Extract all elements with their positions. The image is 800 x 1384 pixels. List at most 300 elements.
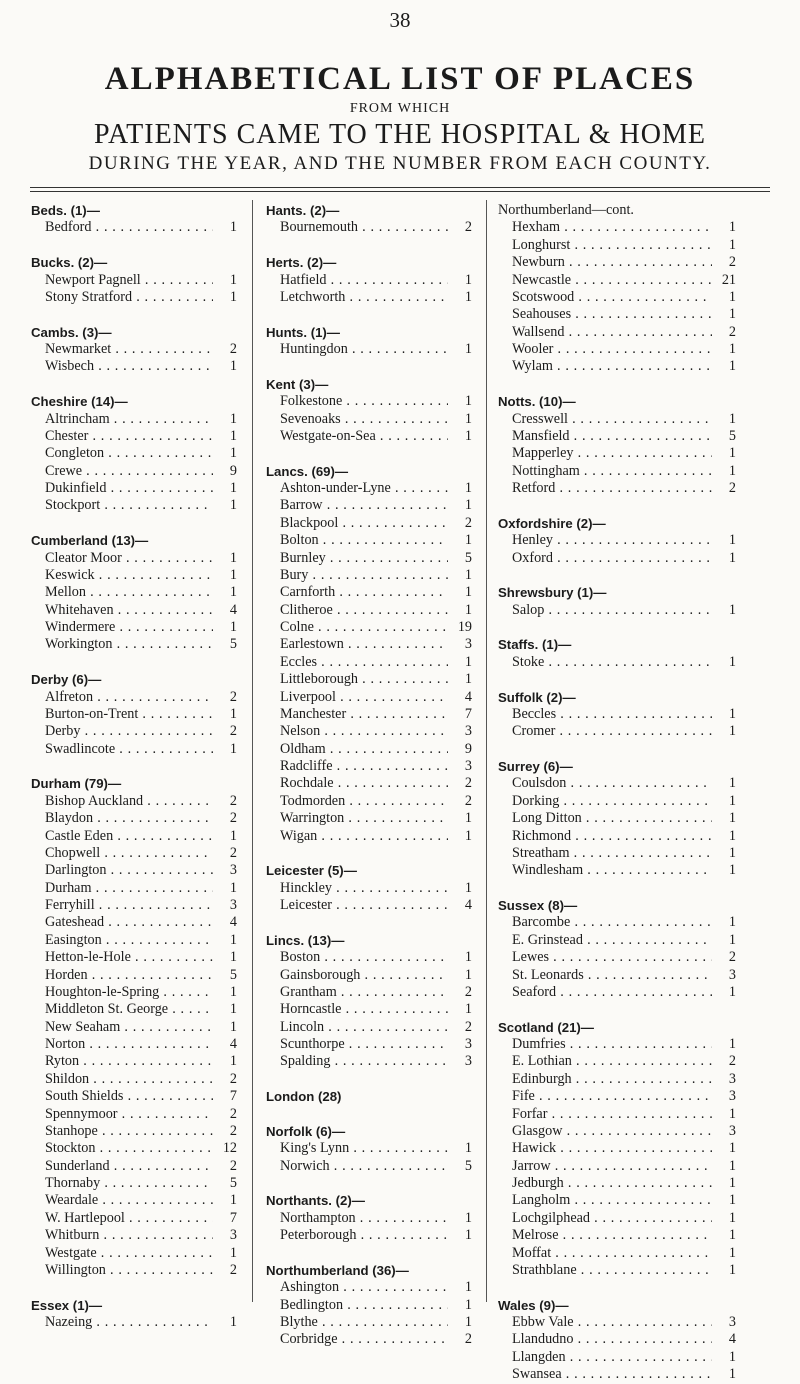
patient-count: 1 <box>213 358 237 375</box>
patient-count: 1 <box>448 654 472 671</box>
patient-count: 1 <box>213 880 237 897</box>
place-name: Jedburgh . . . <box>498 1175 736 1192</box>
patient-count: 2 <box>448 1331 472 1348</box>
place-name: Cresswell . . . <box>498 411 736 428</box>
place-name: Bournemouth . . . <box>266 219 472 236</box>
place-name: Seaford . . . <box>498 984 736 1001</box>
place-row <box>498 1036 736 1053</box>
place-name: Clitheroe . . . <box>266 602 472 619</box>
patient-count: 3 <box>712 1088 736 1105</box>
place-row <box>498 237 736 254</box>
patient-count: 1 <box>712 723 736 740</box>
patient-count: 1 <box>448 341 472 358</box>
place-name: Folkestone . . . <box>266 393 472 410</box>
patient-count: 5 <box>213 636 237 653</box>
place-row <box>31 1227 237 1244</box>
patient-count: 3 <box>213 1227 237 1244</box>
patient-count: 1 <box>448 567 472 584</box>
patient-count: 1 <box>712 1158 736 1175</box>
place-row <box>498 1227 736 1244</box>
place-name: Altrincham . . . <box>31 411 237 428</box>
place-row <box>498 1053 736 1070</box>
place-row <box>266 428 472 445</box>
patient-count: 1 <box>712 1245 736 1262</box>
place-row <box>498 1314 736 1331</box>
spacer <box>498 567 736 584</box>
patient-count: 12 <box>213 1140 237 1157</box>
place-row <box>266 567 472 584</box>
place-name: Burnley . . . <box>266 550 472 567</box>
place-row <box>498 914 736 931</box>
spacer <box>266 914 472 931</box>
place-row <box>498 793 736 810</box>
place-row <box>31 793 237 810</box>
place-name: Chester . . . <box>31 428 237 445</box>
place-name: Oldham . . . <box>266 741 472 758</box>
place-name: Lewes . . . <box>498 949 736 966</box>
patient-count: 2 <box>213 1123 237 1140</box>
patient-count: 1 <box>448 428 472 445</box>
county-heading: Wales (9)— <box>498 1297 569 1313</box>
patient-count: 7 <box>448 706 472 723</box>
place-row <box>498 272 736 289</box>
place-name: Leicester . . . <box>266 897 472 914</box>
place-name: Todmorden . . . <box>266 793 472 810</box>
spacer <box>31 306 237 323</box>
place-row <box>31 480 237 497</box>
place-row <box>31 984 237 1001</box>
place-name: Norwich . . . <box>266 1158 472 1175</box>
patient-count: 1 <box>213 497 237 514</box>
patient-count: 3 <box>448 1036 472 1053</box>
place-row <box>266 1019 472 1036</box>
place-name: Beccles . . . <box>498 706 736 723</box>
patient-count: 1 <box>448 584 472 601</box>
place-row <box>266 654 472 671</box>
place-row <box>266 272 472 289</box>
place-name: Sevenoaks . . . <box>266 411 472 428</box>
county-heading: Cambs. (3)— <box>31 324 112 340</box>
place-row <box>31 1210 237 1227</box>
place-name: W. Hartlepool . . . <box>31 1210 237 1227</box>
patient-count: 1 <box>213 949 237 966</box>
spacer <box>498 376 736 393</box>
place-name: Littleborough . . . <box>266 671 472 688</box>
place-row <box>266 515 472 532</box>
place-name: Congleton . . . <box>31 445 237 462</box>
place-name: Warrington . . . <box>266 810 472 827</box>
place-row <box>266 828 472 845</box>
county-heading: Hants. (2)— <box>266 203 340 218</box>
patient-count: 1 <box>712 306 736 323</box>
patient-count: 1 <box>712 463 736 480</box>
patient-count: 1 <box>712 445 736 462</box>
patient-count: 1 <box>712 1262 736 1279</box>
place-row <box>498 1123 736 1140</box>
county-heading: Norfolk (6)— <box>266 1123 346 1139</box>
place-row <box>266 1001 472 1018</box>
place-row <box>498 219 736 236</box>
place-name: Bury . . . <box>266 567 472 584</box>
patient-count: 1 <box>712 1227 736 1244</box>
top-rule-thin <box>30 191 770 192</box>
county-heading: Surrey (6)— <box>498 759 573 774</box>
patient-count: 1 <box>213 1019 237 1036</box>
place-row <box>498 932 736 949</box>
place-row <box>498 602 736 619</box>
place-row <box>498 949 736 966</box>
place-name: Boston . . . <box>266 949 472 966</box>
patient-count: 2 <box>448 775 472 792</box>
patient-count: 1 <box>448 602 472 619</box>
patient-count: 1 <box>448 272 472 289</box>
place-name: Derby . . . <box>31 723 237 740</box>
place-name: Eccles . . . <box>266 654 472 671</box>
place-name: Crewe . . . <box>31 463 237 480</box>
place-row <box>266 480 472 497</box>
patient-count: 5 <box>448 550 472 567</box>
spacer <box>31 1279 237 1296</box>
place-row <box>498 723 736 740</box>
place-row <box>266 619 472 636</box>
spacer <box>498 671 736 688</box>
place-name: Newport Pagnell . . . <box>31 272 237 289</box>
place-row <box>266 1053 472 1070</box>
patient-count: 4 <box>712 1331 736 1348</box>
county-heading: Sussex (8)— <box>498 898 578 913</box>
place-row <box>31 689 237 706</box>
patient-count: 7 <box>213 1088 237 1105</box>
patient-count: 1 <box>448 1140 472 1157</box>
patient-count: 1 <box>213 480 237 497</box>
place-row <box>266 1140 472 1157</box>
patient-count: 1 <box>448 1279 472 1296</box>
place-row <box>266 341 472 358</box>
place-row <box>498 845 736 862</box>
place-name: Glasgow . . . <box>498 1123 736 1140</box>
patient-count: 2 <box>448 793 472 810</box>
patient-count: 5 <box>213 1175 237 1192</box>
spacer <box>498 497 736 514</box>
place-name: Stockport . . . <box>31 497 237 514</box>
place-row <box>31 550 237 567</box>
place-row <box>498 306 736 323</box>
place-row <box>266 1314 472 1331</box>
column-divider <box>486 200 487 1302</box>
place-row <box>266 1210 472 1227</box>
place-name: Letchworth . . . <box>266 289 472 306</box>
place-row <box>31 967 237 984</box>
place-row <box>266 967 472 984</box>
place-name: Ebbw Vale . . . <box>498 1314 736 1331</box>
county-heading: Herts. (2)— <box>266 255 337 271</box>
patient-count: 1 <box>213 272 237 289</box>
patient-count: 1 <box>213 932 237 949</box>
place-row <box>31 1314 237 1331</box>
patient-count: 2 <box>213 845 237 862</box>
county-heading: Lancs. (69)— <box>266 463 349 479</box>
place-row <box>266 671 472 688</box>
place-name: Ryton . . . <box>31 1053 237 1070</box>
patient-count: 1 <box>712 289 736 306</box>
place-row <box>498 1140 736 1157</box>
place-row <box>498 289 736 306</box>
place-name: Castle Eden . . . <box>31 828 237 845</box>
patient-count: 1 <box>213 567 237 584</box>
patient-count: 1 <box>712 550 736 567</box>
place-name: Liverpool . . . <box>266 689 472 706</box>
patient-count: 1 <box>213 1001 237 1018</box>
place-name: Wigan . . . <box>266 828 472 845</box>
place-row <box>498 1088 736 1105</box>
place-row <box>31 445 237 462</box>
place-row <box>31 810 237 827</box>
patient-count: 4 <box>213 602 237 619</box>
patient-count: 2 <box>448 219 472 236</box>
patient-count: 2 <box>213 1106 237 1123</box>
patient-count: 1 <box>448 532 472 549</box>
place-row <box>266 984 472 1001</box>
place-name: Horncastle . . . <box>266 1001 472 1018</box>
patient-count: 1 <box>712 984 736 1001</box>
patient-count: 5 <box>213 967 237 984</box>
county-heading: Cheshire (14)— <box>31 394 128 410</box>
patient-count: 1 <box>712 793 736 810</box>
place-row <box>266 602 472 619</box>
patient-count: 1 <box>448 810 472 827</box>
place-name: Seahouses . . . <box>498 306 736 323</box>
spacer <box>266 445 472 462</box>
place-row <box>31 880 237 897</box>
place-name: St. Leonards . . . <box>498 967 736 984</box>
patient-count: 3 <box>448 636 472 653</box>
place-row <box>266 1279 472 1296</box>
place-row <box>31 1019 237 1036</box>
county-heading: Lincs. (13)— <box>266 932 345 948</box>
patient-count: 1 <box>712 845 736 862</box>
place-name: Workington . . . <box>31 636 237 653</box>
place-name: Houghton-le-Spring . . . <box>31 984 237 1001</box>
place-row <box>31 914 237 931</box>
column-middle <box>266 202 472 1349</box>
place-name: Earlestown . . . <box>266 636 472 653</box>
patient-count: 1 <box>448 880 472 897</box>
patient-count: 1 <box>712 358 736 375</box>
place-row <box>31 1088 237 1105</box>
place-row <box>31 723 237 740</box>
patient-count: 1 <box>448 1210 472 1227</box>
place-row <box>498 445 736 462</box>
patient-count: 1 <box>213 1192 237 1209</box>
place-row <box>266 393 472 410</box>
place-name: Edinburgh . . . <box>498 1071 736 1088</box>
place-name: Gainsborough . . . <box>266 967 472 984</box>
place-name: Dumfries . . . <box>498 1036 736 1053</box>
place-name: Colne . . . <box>266 619 472 636</box>
place-name: Grantham . . . <box>266 984 472 1001</box>
spacer <box>31 654 237 671</box>
place-row <box>498 1158 736 1175</box>
place-row <box>31 463 237 480</box>
page-title-patients: PATIENTS CAME TO THE HOSPITAL & HOME <box>94 119 706 150</box>
patient-count: 1 <box>712 237 736 254</box>
place-row <box>31 1245 237 1262</box>
place-name: Cromer . . . <box>498 723 736 740</box>
page-number: 38 <box>389 8 411 32</box>
patient-count: 1 <box>448 828 472 845</box>
place-row <box>31 1140 237 1157</box>
place-name: Strathblane . . . <box>498 1262 736 1279</box>
patient-count: 1 <box>448 949 472 966</box>
place-name: Lincoln . . . <box>266 1019 472 1036</box>
county-heading: Scotland (21)— <box>498 1019 594 1035</box>
county-heading: Essex (1)— <box>31 1297 103 1313</box>
place-name: Mapperley . . . <box>498 445 736 462</box>
place-row <box>266 584 472 601</box>
patient-count: 2 <box>213 689 237 706</box>
place-row <box>498 1106 736 1123</box>
patient-count: 1 <box>213 1314 237 1331</box>
place-name: Blackpool . . . <box>266 515 472 532</box>
patient-count: 1 <box>712 914 736 931</box>
place-name: Langholm . . . <box>498 1192 736 1209</box>
place-row <box>31 1192 237 1209</box>
place-row <box>31 497 237 514</box>
patient-count: 21 <box>712 272 736 289</box>
place-name: New Seaham . . . <box>31 1019 237 1036</box>
patient-count: 2 <box>213 723 237 740</box>
patient-count: 2 <box>448 984 472 1001</box>
county-heading: Shrewsbury (1)— <box>498 585 607 601</box>
continued-heading: Northumberland—cont. <box>498 202 634 218</box>
place-row <box>31 619 237 636</box>
place-name: Manchester . . . <box>266 706 472 723</box>
place-row <box>498 1331 736 1348</box>
patient-count: 4 <box>448 689 472 706</box>
patient-count: 3 <box>448 758 472 775</box>
patient-count: 1 <box>213 445 237 462</box>
place-row <box>498 1349 736 1366</box>
place-name: Thornaby . . . <box>31 1175 237 1192</box>
place-row <box>31 1123 237 1140</box>
county-heading: Northumberland (36)— <box>266 1262 409 1278</box>
place-name: Blaydon . . . <box>31 810 237 827</box>
patient-count: 1 <box>712 932 736 949</box>
patient-count: 1 <box>213 619 237 636</box>
place-row <box>31 636 237 653</box>
patient-count: 2 <box>448 1019 472 1036</box>
county-heading: Derby (6)— <box>31 672 102 688</box>
patient-count: 1 <box>712 532 736 549</box>
place-name: Hawick . . . <box>498 1140 736 1157</box>
place-name: Hinckley . . . <box>266 880 472 897</box>
place-name: Blythe . . . <box>266 1314 472 1331</box>
place-name: Sunderland . . . <box>31 1158 237 1175</box>
place-name: Wisbech . . . <box>31 358 237 375</box>
place-row <box>498 654 736 671</box>
spacer <box>31 376 237 393</box>
place-row <box>31 1001 237 1018</box>
place-name: Stockton . . . <box>31 1140 237 1157</box>
place-name: King's Lynn . . . <box>266 1140 472 1157</box>
patient-count: 1 <box>213 550 237 567</box>
county-heading: London (28) <box>266 1089 342 1105</box>
spacer <box>498 741 736 758</box>
patient-count: 2 <box>213 793 237 810</box>
place-name: Bedford . . . <box>31 219 237 236</box>
place-name: Fife . . . <box>498 1088 736 1105</box>
place-row <box>31 1175 237 1192</box>
patient-count: 1 <box>712 1036 736 1053</box>
place-name: Oxford . . . <box>498 550 736 567</box>
patient-count: 3 <box>448 723 472 740</box>
place-name: Mansfield . . . <box>498 428 736 445</box>
spacer <box>266 358 472 375</box>
patient-count: 1 <box>213 584 237 601</box>
patient-count: 1 <box>448 1314 472 1331</box>
place-name: Peterborough . . . <box>266 1227 472 1244</box>
patient-count: 1 <box>213 411 237 428</box>
place-row <box>31 1071 237 1088</box>
place-name: Moffat . . . <box>498 1245 736 1262</box>
place-row <box>266 411 472 428</box>
patient-count: 2 <box>712 254 736 271</box>
place-name: Wooler . . . <box>498 341 736 358</box>
place-row <box>31 219 237 236</box>
patient-count: 1 <box>712 1192 736 1209</box>
patient-count: 1 <box>712 1175 736 1192</box>
patient-count: 1 <box>448 393 472 410</box>
patient-count: 2 <box>213 1262 237 1279</box>
place-name: Nelson . . . <box>266 723 472 740</box>
place-row <box>31 828 237 845</box>
patient-count: 1 <box>448 411 472 428</box>
place-name: Retford . . . <box>498 480 736 497</box>
place-row <box>31 897 237 914</box>
place-row <box>31 845 237 862</box>
place-row <box>498 1262 736 1279</box>
county-heading: Staffs. (1)— <box>498 637 572 653</box>
patient-count: 4 <box>213 914 237 931</box>
place-name: Scotswood . . . <box>498 289 736 306</box>
place-name: E. Lothian . . . <box>498 1053 736 1070</box>
top-rule <box>30 187 770 188</box>
patient-count: 1 <box>213 219 237 236</box>
place-row <box>266 1158 472 1175</box>
patient-count: 1 <box>213 741 237 758</box>
patient-count: 1 <box>712 775 736 792</box>
patient-count: 3 <box>213 862 237 879</box>
place-row <box>266 550 472 567</box>
patient-count: 1 <box>712 341 736 358</box>
place-name: Easington . . . <box>31 932 237 949</box>
place-row <box>266 897 472 914</box>
place-row <box>31 741 237 758</box>
place-row <box>266 1227 472 1244</box>
spacer <box>266 1175 472 1192</box>
patient-count: 2 <box>448 515 472 532</box>
place-row <box>266 706 472 723</box>
place-name: Spennymoor . . . <box>31 1106 237 1123</box>
place-name: Middleton St. George . . . <box>31 1001 237 1018</box>
spacer <box>31 758 237 775</box>
place-name: Ashington . . . <box>266 1279 472 1296</box>
patient-count: 1 <box>213 1053 237 1070</box>
spacer <box>266 237 472 254</box>
spacer <box>498 880 736 897</box>
patient-count: 1 <box>712 1210 736 1227</box>
place-name: Nazeing . . . <box>31 1314 237 1331</box>
